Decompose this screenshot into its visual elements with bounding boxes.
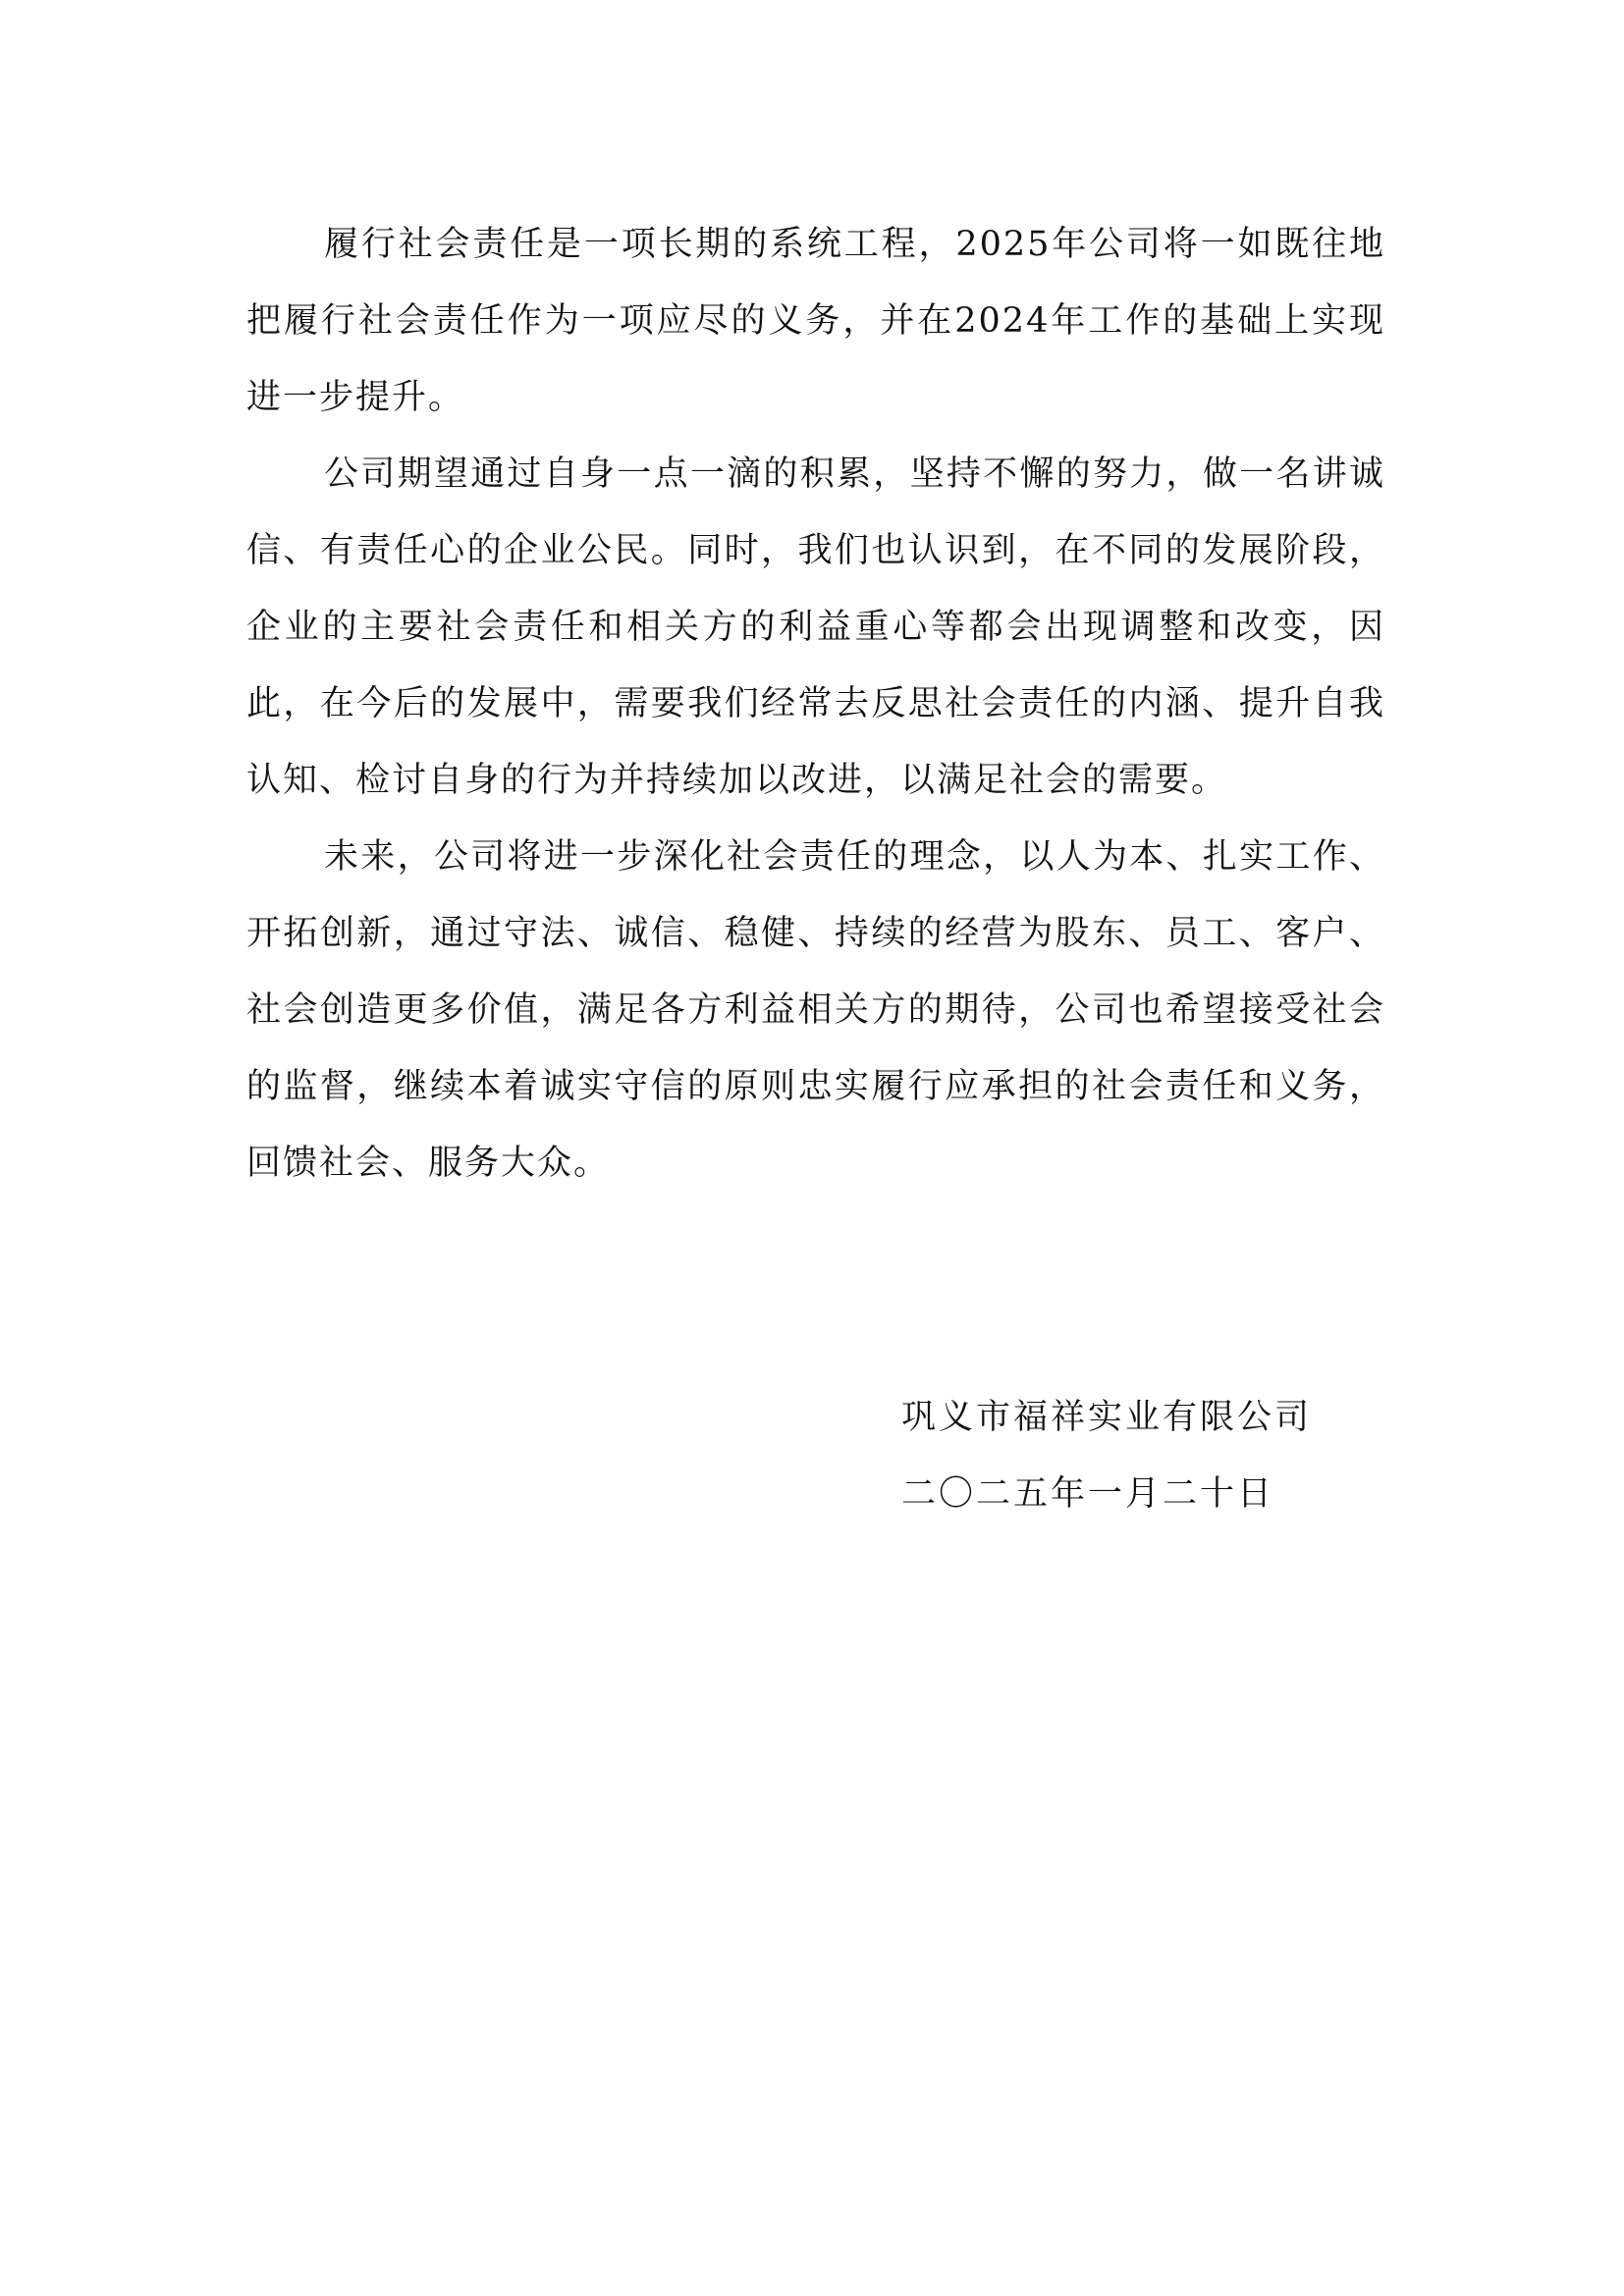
paragraph-future-outlook: 未来，公司将进一步深化社会责任的理念，以人为本、扎实工作、开拓创新，通过守法、诚信、稳健、持续的经营为股东、员工、客户、社会创造更多价值，满足各方利益相关方的期待，公司也希望接受社会的监督，继续本着诚实守信的原则忠实履行应承担的社会责任和义务，回馈社会、服务大众。 — [246, 837, 1385, 1183]
paragraph-corporate-citizenship: 公司期望通过自身一点一滴的积累，坚持不懈的努力，做一名讲诚信、有责任心的企业公民。同时，我们也认识到，在不同的发展阶段，企业的主要社会责任和相关方的利益重心等都会出现调整和改变，因此，在今后的发展中，需要我们经常去反思社会责任的内涵、提升自我认知、检讨自身的行为并持续加以改进，以满足社会的需要。 — [246, 454, 1385, 800]
signature-company: 巩义市福祥实业有限公司 — [901, 1398, 1313, 1437]
paragraph-social-responsibility-commitment: 履行社会责任是一项长期的系统工程，2025年公司将一如既往地把履行社会责任作为一项应尽的义务，并在2024年工作的基础上实现进一步提升。 — [246, 225, 1385, 417]
document-body — [246, 206, 1385, 1201]
signature-date: 二〇二五年一月二十日 — [901, 1474, 1275, 1514]
signature-block — [901, 1379, 1373, 1532]
